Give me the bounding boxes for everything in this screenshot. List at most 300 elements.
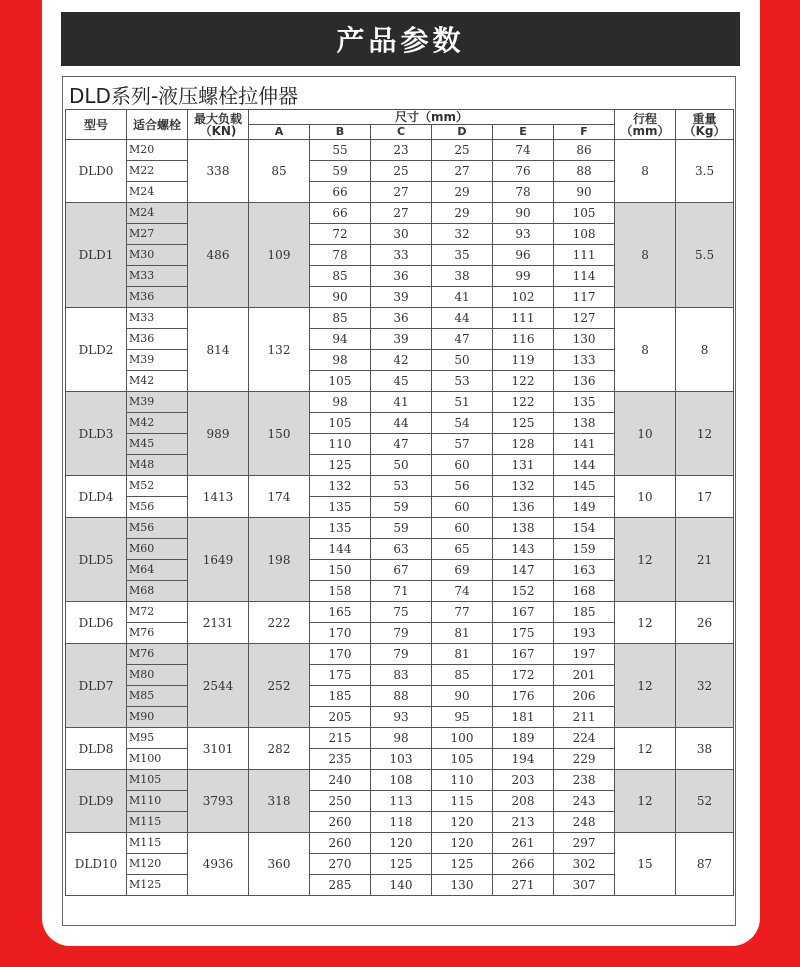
dim-f-cell: 248 [554, 812, 615, 833]
bolt-cell: M27 [127, 224, 188, 245]
table-row [66, 476, 734, 497]
dim-f-cell: 108 [554, 224, 615, 245]
dim-b-cell: 250 [310, 791, 371, 812]
dim-c-cell: 98 [371, 728, 432, 749]
dim-f-cell: 130 [554, 329, 615, 350]
sheet-title: DLD系列-液压螺栓拉伸器 [69, 84, 299, 108]
dim-e-cell: 266 [493, 854, 554, 875]
dim-b-cell: 98 [310, 350, 371, 371]
stroke-cell: 10 [615, 392, 676, 476]
dim-f-cell: 168 [554, 581, 615, 602]
dim-d-cell: 90 [432, 686, 493, 707]
header-max-load: 最大负载（KN) [188, 110, 249, 140]
model-cell: DLD5 [66, 518, 127, 602]
dim-e-cell: 93 [493, 224, 554, 245]
dim-c-cell: 27 [371, 203, 432, 224]
model-cell: DLD7 [66, 644, 127, 728]
dim-c-cell: 71 [371, 581, 432, 602]
max-load-cell: 338 [188, 140, 249, 203]
dim-e-cell: 208 [493, 791, 554, 812]
dim-c-cell: 79 [371, 644, 432, 665]
dim-d-cell: 77 [432, 602, 493, 623]
dim-e-cell: 176 [493, 686, 554, 707]
dim-e-cell: 122 [493, 392, 554, 413]
dim-d-cell: 120 [432, 812, 493, 833]
dim-f-cell: 211 [554, 707, 615, 728]
dim-d-cell: 41 [432, 287, 493, 308]
dim-e-cell: 76 [493, 161, 554, 182]
dim-f-cell: 111 [554, 245, 615, 266]
dim-c-cell: 93 [371, 707, 432, 728]
dim-f-cell: 229 [554, 749, 615, 770]
dim-f-cell: 154 [554, 518, 615, 539]
dim-d-cell: 44 [432, 308, 493, 329]
bolt-cell: M64 [127, 560, 188, 581]
weight-cell: 52 [676, 770, 734, 833]
dim-a-cell: 222 [249, 602, 310, 644]
stroke-cell: 12 [615, 518, 676, 602]
header-f: F [554, 125, 615, 140]
bolt-cell: M24 [127, 182, 188, 203]
weight-cell: 8 [676, 308, 734, 392]
dim-f-cell: 145 [554, 476, 615, 497]
dim-c-cell: 30 [371, 224, 432, 245]
dim-e-cell: 102 [493, 287, 554, 308]
stroke-cell: 8 [615, 308, 676, 392]
dim-d-cell: 60 [432, 455, 493, 476]
bolt-cell: M42 [127, 413, 188, 434]
dim-a-cell: 198 [249, 518, 310, 602]
model-cell: DLD0 [66, 140, 127, 203]
dim-c-cell: 23 [371, 140, 432, 161]
dim-a-cell: 282 [249, 728, 310, 770]
table-row [66, 728, 734, 749]
table-row [66, 833, 734, 854]
dim-e-cell: 119 [493, 350, 554, 371]
max-load-cell: 4936 [188, 833, 249, 896]
header-c: C [371, 125, 432, 140]
dim-e-cell: 136 [493, 497, 554, 518]
dim-b-cell: 285 [310, 875, 371, 896]
dim-c-cell: 59 [371, 497, 432, 518]
dim-c-cell: 39 [371, 287, 432, 308]
dim-e-cell: 90 [493, 203, 554, 224]
stroke-cell: 12 [615, 770, 676, 833]
page-banner [61, 12, 740, 66]
dim-f-cell: 127 [554, 308, 615, 329]
bolt-cell: M30 [127, 245, 188, 266]
max-load-cell: 3793 [188, 770, 249, 833]
bolt-cell: M24 [127, 203, 188, 224]
weight-cell: 5.5 [676, 203, 734, 308]
dim-f-cell: 193 [554, 623, 615, 644]
dim-f-cell: 159 [554, 539, 615, 560]
dim-b-cell: 185 [310, 686, 371, 707]
dim-d-cell: 100 [432, 728, 493, 749]
model-cell: DLD1 [66, 203, 127, 308]
bolt-cell: M95 [127, 728, 188, 749]
table-row [66, 203, 734, 224]
dim-a-cell: 318 [249, 770, 310, 833]
dim-c-cell: 39 [371, 329, 432, 350]
dim-f-cell: 135 [554, 392, 615, 413]
header-weight: 重量（Kg） [676, 110, 734, 140]
max-load-cell: 989 [188, 392, 249, 476]
dim-f-cell: 185 [554, 602, 615, 623]
bolt-cell: M33 [127, 308, 188, 329]
dim-f-cell: 138 [554, 413, 615, 434]
dim-e-cell: 131 [493, 455, 554, 476]
spec-table [65, 109, 734, 896]
dim-a-cell: 132 [249, 308, 310, 392]
dim-b-cell: 205 [310, 707, 371, 728]
max-load-cell: 2544 [188, 644, 249, 728]
dim-c-cell: 53 [371, 476, 432, 497]
dim-e-cell: 78 [493, 182, 554, 203]
bolt-cell: M115 [127, 812, 188, 833]
dim-e-cell: 116 [493, 329, 554, 350]
bolt-cell: M56 [127, 518, 188, 539]
bolt-cell: M120 [127, 854, 188, 875]
dim-d-cell: 54 [432, 413, 493, 434]
stroke-cell: 15 [615, 833, 676, 896]
dim-b-cell: 215 [310, 728, 371, 749]
stroke-cell: 8 [615, 140, 676, 203]
dim-d-cell: 65 [432, 539, 493, 560]
table-row [66, 140, 734, 161]
dim-b-cell: 158 [310, 581, 371, 602]
max-load-cell: 1413 [188, 476, 249, 518]
max-load-cell: 814 [188, 308, 249, 392]
dim-c-cell: 75 [371, 602, 432, 623]
stroke-cell: 12 [615, 728, 676, 770]
bolt-cell: M105 [127, 770, 188, 791]
dim-f-cell: 206 [554, 686, 615, 707]
max-load-cell: 1649 [188, 518, 249, 602]
stroke-cell: 12 [615, 602, 676, 644]
dim-d-cell: 47 [432, 329, 493, 350]
dim-b-cell: 175 [310, 665, 371, 686]
dim-f-cell: 201 [554, 665, 615, 686]
bolt-cell: M115 [127, 833, 188, 854]
bolt-cell: M45 [127, 434, 188, 455]
dim-f-cell: 163 [554, 560, 615, 581]
max-load-cell: 486 [188, 203, 249, 308]
table-row [66, 644, 734, 665]
bolt-cell: M52 [127, 476, 188, 497]
dim-b-cell: 78 [310, 245, 371, 266]
dim-d-cell: 50 [432, 350, 493, 371]
header-bolt: 适合螺栓 [127, 110, 188, 140]
bolt-cell: M36 [127, 329, 188, 350]
bolt-cell: M36 [127, 287, 188, 308]
dim-d-cell: 27 [432, 161, 493, 182]
model-cell: DLD10 [66, 833, 127, 896]
dim-f-cell: 197 [554, 644, 615, 665]
dim-b-cell: 55 [310, 140, 371, 161]
dim-c-cell: 67 [371, 560, 432, 581]
dim-c-cell: 120 [371, 833, 432, 854]
dim-d-cell: 120 [432, 833, 493, 854]
dim-f-cell: 117 [554, 287, 615, 308]
dim-d-cell: 105 [432, 749, 493, 770]
header-e: E [493, 125, 554, 140]
dim-b-cell: 85 [310, 308, 371, 329]
dim-f-cell: 86 [554, 140, 615, 161]
bolt-cell: M60 [127, 539, 188, 560]
spec-sheet [62, 76, 736, 926]
dim-a-cell: 252 [249, 644, 310, 728]
dim-c-cell: 36 [371, 266, 432, 287]
dim-f-cell: 133 [554, 350, 615, 371]
dim-e-cell: 96 [493, 245, 554, 266]
header-d: D [432, 125, 493, 140]
dim-b-cell: 85 [310, 266, 371, 287]
header-model: 型号 [66, 110, 127, 140]
dim-c-cell: 113 [371, 791, 432, 812]
dim-c-cell: 44 [371, 413, 432, 434]
dim-f-cell: 141 [554, 434, 615, 455]
dim-d-cell: 32 [432, 224, 493, 245]
dim-b-cell: 170 [310, 623, 371, 644]
dim-b-cell: 235 [310, 749, 371, 770]
dim-d-cell: 95 [432, 707, 493, 728]
dim-f-cell: 243 [554, 791, 615, 812]
dim-c-cell: 41 [371, 392, 432, 413]
bolt-cell: M125 [127, 875, 188, 896]
dim-f-cell: 90 [554, 182, 615, 203]
dim-c-cell: 33 [371, 245, 432, 266]
dim-e-cell: 271 [493, 875, 554, 896]
dim-d-cell: 57 [432, 434, 493, 455]
dim-d-cell: 81 [432, 623, 493, 644]
dim-e-cell: 152 [493, 581, 554, 602]
dim-f-cell: 307 [554, 875, 615, 896]
dim-b-cell: 270 [310, 854, 371, 875]
bolt-cell: M22 [127, 161, 188, 182]
dim-c-cell: 125 [371, 854, 432, 875]
dim-e-cell: 74 [493, 140, 554, 161]
dim-e-cell: 125 [493, 413, 554, 434]
dim-b-cell: 72 [310, 224, 371, 245]
dim-c-cell: 42 [371, 350, 432, 371]
dim-e-cell: 111 [493, 308, 554, 329]
bolt-cell: M48 [127, 455, 188, 476]
dim-c-cell: 63 [371, 539, 432, 560]
weight-cell: 87 [676, 833, 734, 896]
dim-c-cell: 83 [371, 665, 432, 686]
dim-c-cell: 50 [371, 455, 432, 476]
dim-d-cell: 60 [432, 518, 493, 539]
bolt-cell: M72 [127, 602, 188, 623]
dim-b-cell: 240 [310, 770, 371, 791]
dim-a-cell: 109 [249, 203, 310, 308]
weight-cell: 26 [676, 602, 734, 644]
dim-d-cell: 38 [432, 266, 493, 287]
dim-e-cell: 175 [493, 623, 554, 644]
dim-f-cell: 144 [554, 455, 615, 476]
bolt-cell: M33 [127, 266, 188, 287]
dim-b-cell: 144 [310, 539, 371, 560]
bolt-cell: M90 [127, 707, 188, 728]
dim-d-cell: 115 [432, 791, 493, 812]
dim-c-cell: 140 [371, 875, 432, 896]
dim-c-cell: 27 [371, 182, 432, 203]
dim-f-cell: 302 [554, 854, 615, 875]
dim-d-cell: 69 [432, 560, 493, 581]
bolt-cell: M80 [127, 665, 188, 686]
dim-b-cell: 110 [310, 434, 371, 455]
dim-e-cell: 128 [493, 434, 554, 455]
stroke-cell: 8 [615, 203, 676, 308]
dim-e-cell: 132 [493, 476, 554, 497]
dim-d-cell: 53 [432, 371, 493, 392]
header-dims: 尺寸（mm） [249, 110, 615, 125]
dim-e-cell: 167 [493, 602, 554, 623]
dim-f-cell: 88 [554, 161, 615, 182]
dim-b-cell: 150 [310, 560, 371, 581]
dim-c-cell: 25 [371, 161, 432, 182]
dim-f-cell: 297 [554, 833, 615, 854]
bolt-cell: M68 [127, 581, 188, 602]
dim-b-cell: 105 [310, 371, 371, 392]
header-b: B [310, 125, 371, 140]
dim-d-cell: 74 [432, 581, 493, 602]
dim-f-cell: 238 [554, 770, 615, 791]
dim-d-cell: 130 [432, 875, 493, 896]
dim-f-cell: 136 [554, 371, 615, 392]
table-row [66, 308, 734, 329]
model-cell: DLD4 [66, 476, 127, 518]
header-stroke: 行程（mm） [615, 110, 676, 140]
bolt-cell: M39 [127, 350, 188, 371]
dim-a-cell: 85 [249, 140, 310, 203]
dim-d-cell: 29 [432, 182, 493, 203]
weight-cell: 21 [676, 518, 734, 602]
spec-table-body [66, 140, 734, 896]
dim-b-cell: 94 [310, 329, 371, 350]
dim-c-cell: 36 [371, 308, 432, 329]
bolt-cell: M20 [127, 140, 188, 161]
bolt-cell: M76 [127, 623, 188, 644]
weight-cell: 38 [676, 728, 734, 770]
dim-c-cell: 118 [371, 812, 432, 833]
max-load-cell: 3101 [188, 728, 249, 770]
table-row [66, 392, 734, 413]
dim-e-cell: 143 [493, 539, 554, 560]
bolt-cell: M100 [127, 749, 188, 770]
model-cell: DLD2 [66, 308, 127, 392]
header-a: A [249, 125, 310, 140]
dim-e-cell: 189 [493, 728, 554, 749]
bolt-cell: M39 [127, 392, 188, 413]
dim-f-cell: 105 [554, 203, 615, 224]
bolt-cell: M110 [127, 791, 188, 812]
bolt-cell: M42 [127, 371, 188, 392]
dim-b-cell: 66 [310, 203, 371, 224]
bolt-cell: M85 [127, 686, 188, 707]
dim-e-cell: 213 [493, 812, 554, 833]
model-cell: DLD9 [66, 770, 127, 833]
dim-b-cell: 90 [310, 287, 371, 308]
table-row [66, 602, 734, 623]
dim-b-cell: 98 [310, 392, 371, 413]
dim-d-cell: 29 [432, 203, 493, 224]
dim-a-cell: 150 [249, 392, 310, 476]
dim-c-cell: 88 [371, 686, 432, 707]
dim-d-cell: 25 [432, 140, 493, 161]
stroke-cell: 10 [615, 476, 676, 518]
dim-e-cell: 261 [493, 833, 554, 854]
model-cell: DLD3 [66, 392, 127, 476]
dim-a-cell: 174 [249, 476, 310, 518]
dim-e-cell: 167 [493, 644, 554, 665]
weight-cell: 17 [676, 476, 734, 518]
bolt-cell: M76 [127, 644, 188, 665]
model-cell: DLD6 [66, 602, 127, 644]
model-cell: DLD8 [66, 728, 127, 770]
dim-e-cell: 172 [493, 665, 554, 686]
dim-e-cell: 194 [493, 749, 554, 770]
weight-cell: 32 [676, 644, 734, 728]
dim-b-cell: 170 [310, 644, 371, 665]
dim-e-cell: 147 [493, 560, 554, 581]
stroke-cell: 12 [615, 644, 676, 728]
dim-c-cell: 108 [371, 770, 432, 791]
dim-b-cell: 135 [310, 518, 371, 539]
dim-d-cell: 35 [432, 245, 493, 266]
bolt-cell: M56 [127, 497, 188, 518]
dim-c-cell: 103 [371, 749, 432, 770]
dim-d-cell: 51 [432, 392, 493, 413]
dim-d-cell: 81 [432, 644, 493, 665]
dim-b-cell: 125 [310, 455, 371, 476]
weight-cell: 3.5 [676, 140, 734, 203]
dim-a-cell: 360 [249, 833, 310, 896]
dim-c-cell: 45 [371, 371, 432, 392]
dim-b-cell: 105 [310, 413, 371, 434]
table-row [66, 518, 734, 539]
dim-b-cell: 132 [310, 476, 371, 497]
max-load-cell: 2131 [188, 602, 249, 644]
table-row [66, 770, 734, 791]
dim-b-cell: 59 [310, 161, 371, 182]
dim-d-cell: 60 [432, 497, 493, 518]
dim-b-cell: 135 [310, 497, 371, 518]
dim-c-cell: 79 [371, 623, 432, 644]
dim-e-cell: 138 [493, 518, 554, 539]
dim-b-cell: 165 [310, 602, 371, 623]
dim-f-cell: 224 [554, 728, 615, 749]
dim-e-cell: 181 [493, 707, 554, 728]
dim-e-cell: 122 [493, 371, 554, 392]
dim-c-cell: 59 [371, 518, 432, 539]
dim-f-cell: 149 [554, 497, 615, 518]
dim-b-cell: 260 [310, 833, 371, 854]
dim-d-cell: 85 [432, 665, 493, 686]
dim-d-cell: 125 [432, 854, 493, 875]
dim-d-cell: 110 [432, 770, 493, 791]
dim-e-cell: 99 [493, 266, 554, 287]
banner-title: 产品参数 [336, 24, 465, 57]
dim-d-cell: 56 [432, 476, 493, 497]
dim-f-cell: 114 [554, 266, 615, 287]
weight-cell: 12 [676, 392, 734, 476]
dim-e-cell: 203 [493, 770, 554, 791]
dim-b-cell: 260 [310, 812, 371, 833]
dim-c-cell: 47 [371, 434, 432, 455]
dim-b-cell: 66 [310, 182, 371, 203]
